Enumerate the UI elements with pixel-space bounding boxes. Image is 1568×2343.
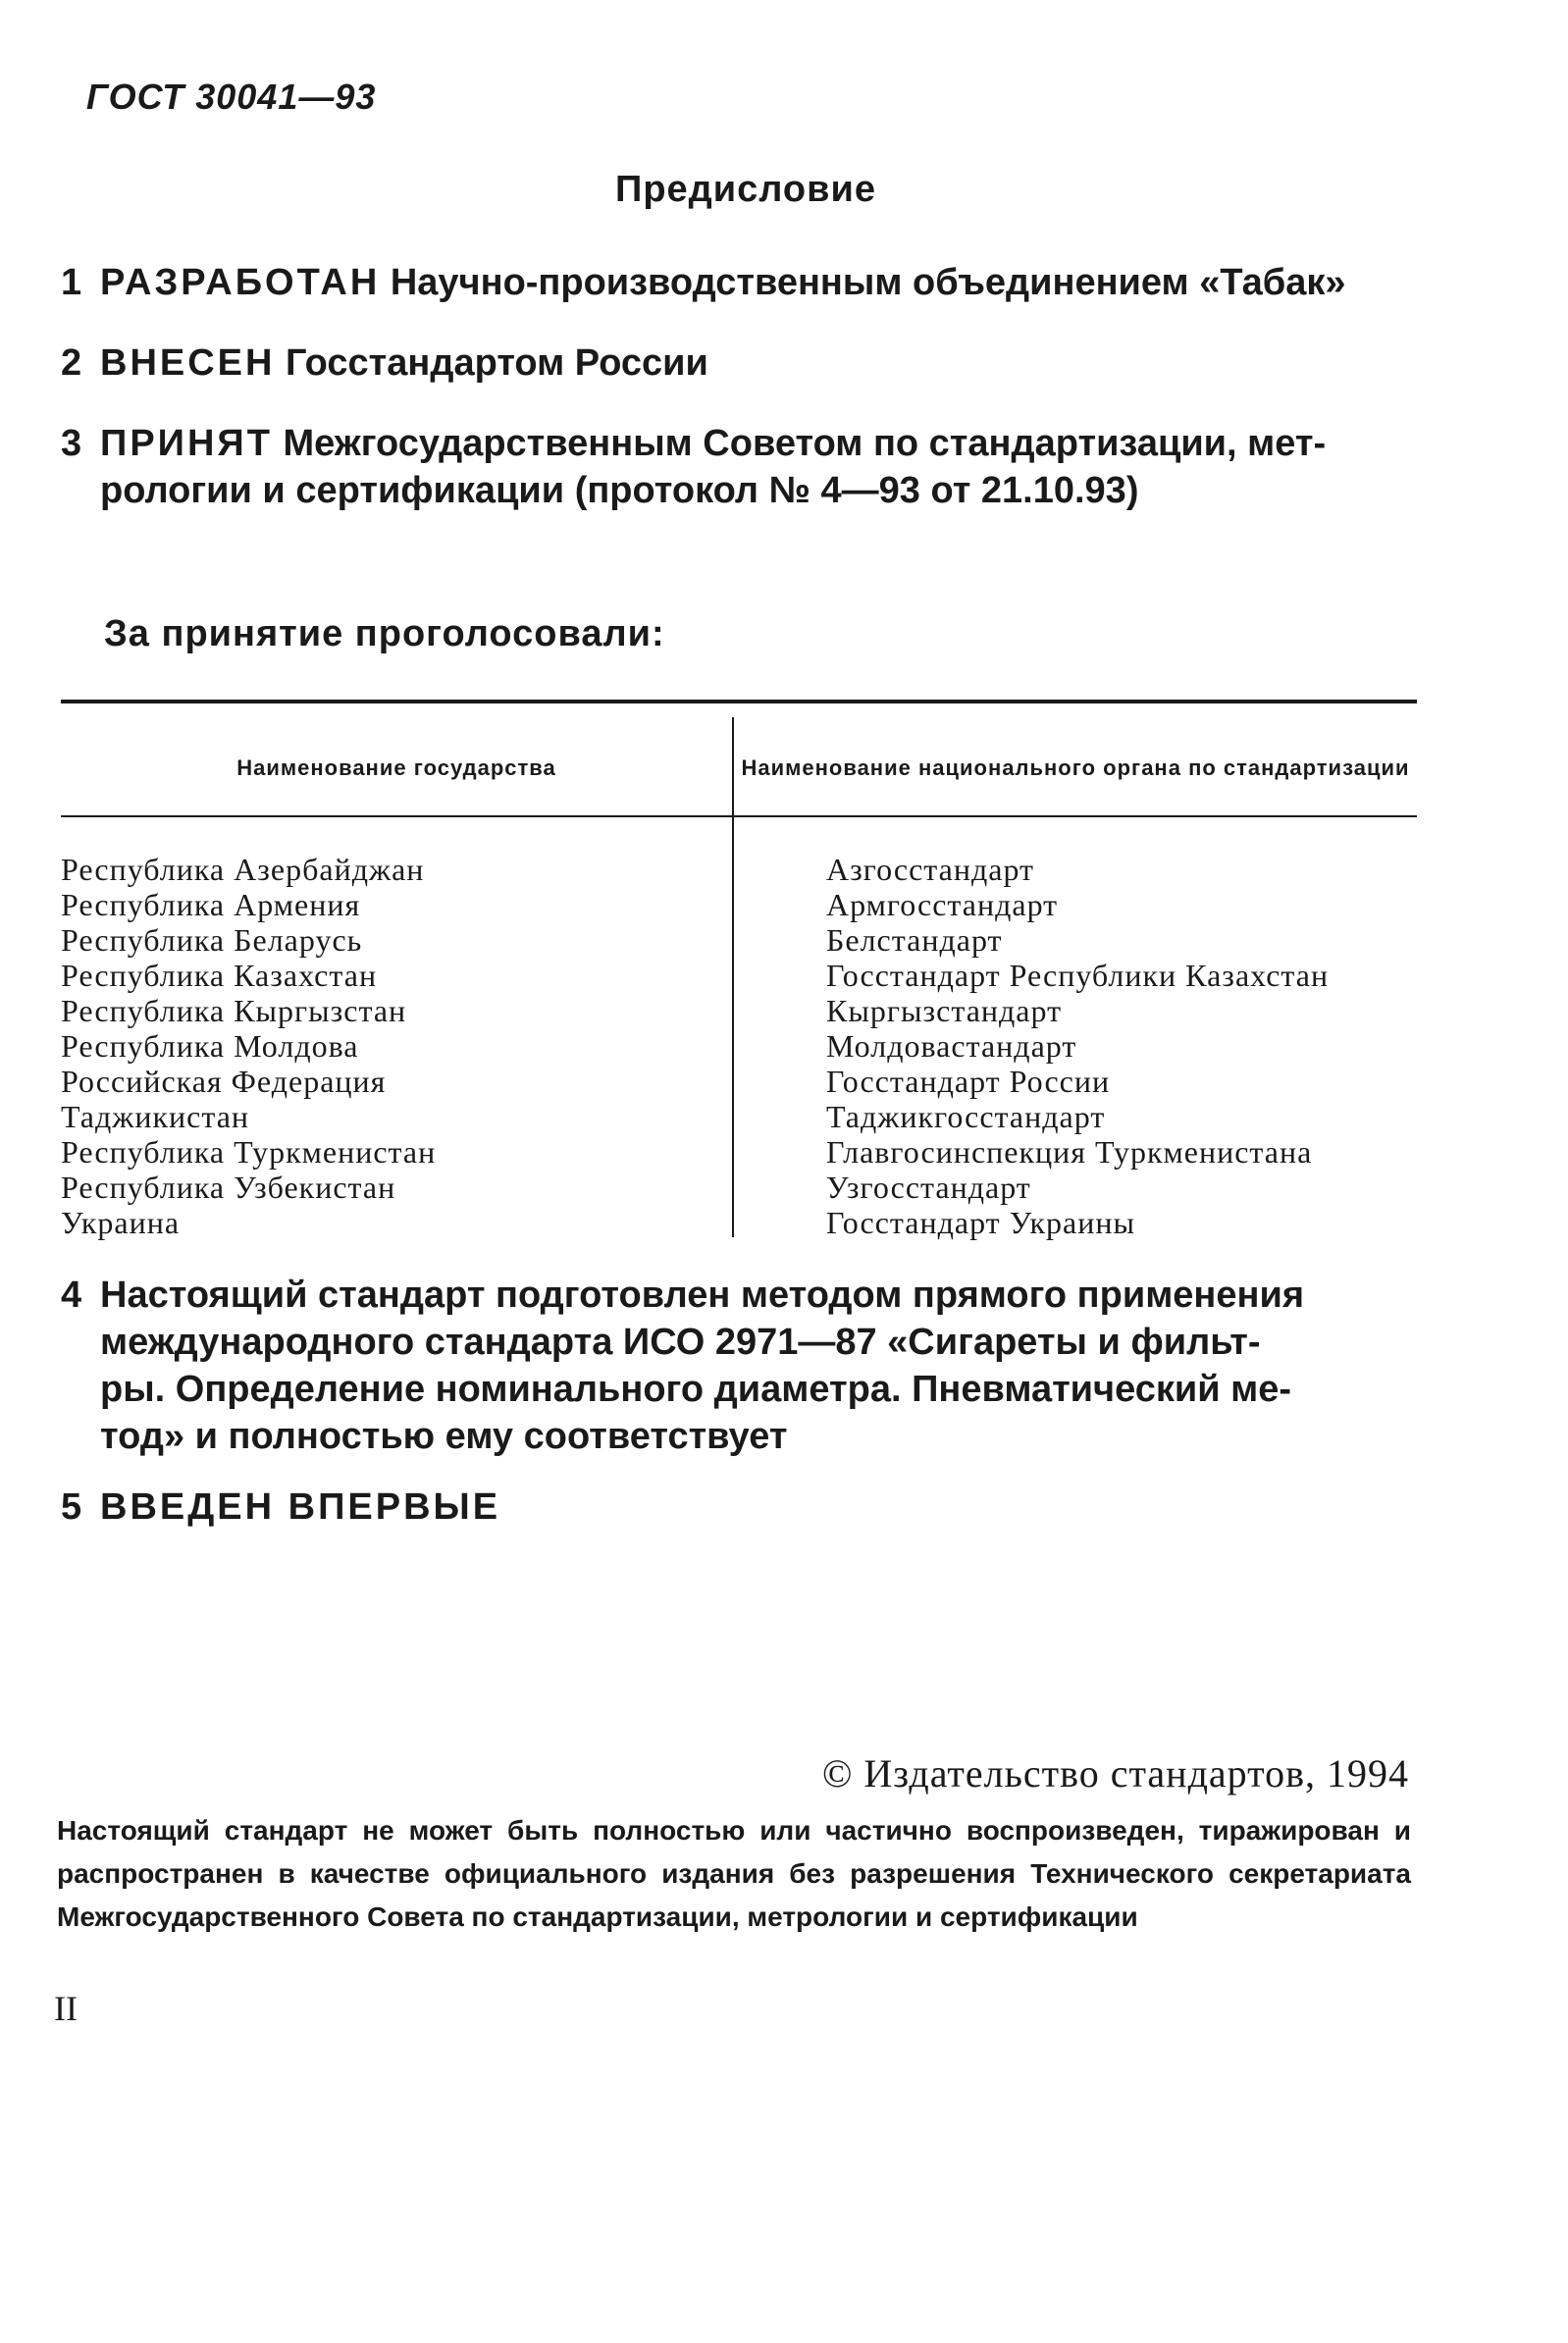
state-name: Республика Молдова — [61, 1028, 359, 1064]
item-text-continued: рологии и сертификации (протокол № 4—93 от 21.10.93) — [100, 470, 1139, 511]
body-name: Азгосстандарт — [826, 852, 1035, 887]
item-text: Межгосударственным Советом по стандартизации, мет- — [272, 423, 1327, 464]
body-name: Госстандарт Украины — [826, 1205, 1135, 1240]
item-1 — [61, 259, 1425, 306]
voted-label: За принятие проголосовали: — [104, 613, 665, 654]
item-5 — [61, 1484, 1425, 1531]
state-name: Украина — [61, 1205, 181, 1240]
item-number: 2 — [61, 342, 82, 384]
state-name: Республика Кыргызстан — [61, 993, 407, 1028]
state-name: Республика Беларусь — [61, 922, 363, 958]
body-name: Таджикгосстандарт — [826, 1099, 1106, 1134]
item-number: 1 — [61, 262, 82, 303]
item-number: 4 — [61, 1275, 82, 1316]
state-name: Таджикистан — [61, 1099, 250, 1134]
reproduction-notice: Настоящий стандарт не может быть полностью или частично воспроизведен, тиражирован и распространен в качестве официального издания без разрешения Технического секретариата Межгосударственного Совета по стандартизации, метрологии и сертификации — [57, 1815, 1411, 1932]
copyright-line: © Издательство стандартов, 1994 — [821, 1751, 1409, 1796]
page-title: Предисловие — [615, 169, 876, 210]
item-text: Настоящий стандарт подготовлен методом прямого применения — [100, 1275, 1305, 1316]
item-text: Научно-производственным объединением «Табак» — [380, 262, 1346, 303]
table-header-body: Наименование национального органа по стандартизации — [741, 755, 1410, 780]
item-text-line: ры. Определение номинального диаметра. Пневматический ме- — [100, 1369, 1292, 1410]
item-2 — [61, 339, 1425, 387]
voting-table — [61, 700, 1417, 1249]
state-name: Республика Туркменистан — [61, 1134, 437, 1170]
table-header-state: Наименование государства — [236, 755, 556, 780]
state-name: Республика Армения — [61, 887, 361, 922]
item-keyword: ПРИНЯТ — [100, 423, 273, 464]
state-name: Республика Узбекистан — [61, 1170, 396, 1205]
state-name: Республика Казахстан — [61, 958, 378, 993]
state-name: Республика Азербайджан — [61, 852, 425, 887]
body-name: Белстандарт — [826, 922, 1003, 958]
item-text: Госстандартом России — [275, 342, 708, 384]
item-3 — [61, 420, 1425, 514]
body-name: Госстандарт Республики Казахстан — [826, 958, 1330, 993]
state-name: Российская Федерация — [61, 1064, 387, 1099]
document-code: ГОСТ 30041—93 — [86, 77, 377, 117]
body-name: Главгосинспекция Туркменистана — [826, 1134, 1313, 1170]
table-top-rule — [61, 700, 1417, 703]
item-number: 5 — [61, 1486, 82, 1528]
item-keyword: ВНЕСЕН — [100, 342, 276, 384]
table-header-rule — [61, 815, 1417, 817]
body-name: Узгосстандарт — [826, 1170, 1031, 1205]
state-column — [61, 852, 708, 1240]
page-number: II — [54, 1989, 78, 2028]
item-keyword: РАЗРАБОТАН — [100, 262, 381, 303]
item-4 — [61, 1272, 1425, 1460]
body-column — [826, 852, 1435, 1240]
body-name: Молдовастандарт — [826, 1028, 1077, 1064]
item-keyword: ВВЕДЕН ВПЕРВЫЕ — [100, 1486, 501, 1528]
item-text-line: тод» и полностью ему соответствует — [100, 1416, 788, 1457]
body-name: Армгосстандарт — [826, 887, 1059, 922]
table-column-divider — [732, 837, 734, 1237]
item-number: 3 — [61, 423, 82, 464]
body-name: Кыргызстандарт — [826, 993, 1063, 1028]
body-name: Госстандарт России — [826, 1064, 1111, 1099]
item-text-line: международного стандарта ИСО 2971—87 «Сигареты и фильт- — [100, 1322, 1261, 1363]
